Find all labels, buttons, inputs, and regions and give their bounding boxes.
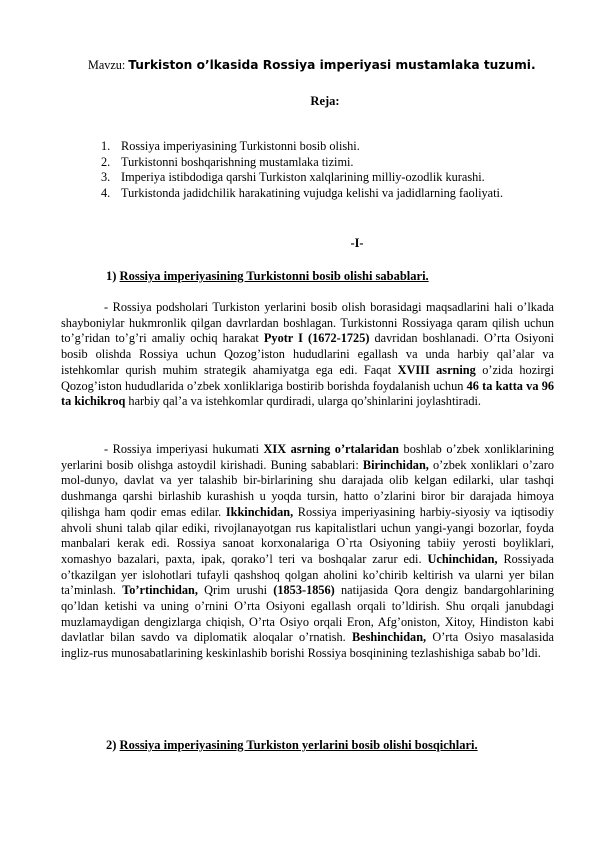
p2-text-6: Qrim urushi [197,583,274,598]
p2-text-2: boshlab o’zbek xonliklarining yerlarini bosib olishga astoydil kirishadi. Buning sabablari: [61,442,555,472]
heading-1-text: Rossiya imperiyasining Turkistonni bosib olishi sabablari. [119,269,429,283]
plan-item-text: Turkistonni boshqarishning mustamlaka tizimi. [121,154,354,169]
plan-item-number: 3. [101,170,111,184]
plan-item [101,139,553,155]
topic-title: Turkiston o’lkasida Rossiya imperiyasi mustamlaka tuzumi. [128,58,536,72]
p2-text-1: - Rossiya imperiyasi hukumati [104,442,264,456]
plan-item-number: 1. [101,139,111,153]
p1-text-4: harbiy qal’a va istehkomlar qurdiradi, ularga qo’shinlarini joylashtiradi. [125,394,481,409]
p2-bold-6: (1853-1856) [273,583,335,598]
heading-1-number: 1) [106,269,117,283]
p2-bold-1: XIX asrning o’rtalaridan [263,442,400,456]
plan-item [101,186,553,202]
p2-text-5: Rossiyada o’tkazilgan yer islohotlari tufayli qashshoq qolgan aholini ko’chirib keltirish va ularni yer bilan ta’minlash. [61,551,554,598]
p2-text-7: natijasida Qora dengiz bandargohlarining qo’ldan ketishi va uning o’rnini O’rta Osiyoni egallash orqali to’ldirish. Shu orqali janubdagi muzlamaydigan dengizlarga chiqish, O’rta Osiyo orqali Eron, Afg’oniston, Xitoy, Hindiston kabi davlatlar bilan savdo va diplomatik aloqalar o’rnatish. [61,583,555,645]
paragraph-1 [61,300,554,410]
section-heading-1 [106,269,429,284]
p1-text-2: davridan boshlanadi. O’rta Osiyoni bosib olishda Rossiya uchun Qozog’iston hududlarini egallash va unda harbiy qal’alar va istehkomlar qurish muhim strategik ahamiyatga ega edi. Faqat [61,331,554,377]
plan-item [101,170,553,186]
p1-bold-2: XVIII asrning [397,362,476,377]
paragraph-2 [61,442,554,662]
topic-label: Mavzu: [88,58,126,72]
heading-2-number: 2) [106,738,117,752]
p1-text-1: - Rossiya podsholari Turkiston yerlarini bosib olish borasidagi maqsadlarini hali o’lkada shayboniylar hukmronlik qilgan davrlardan boshlagan. Turkistonni Rossiyaga qaram qilish uchun to’g’ridan to’g’ri amaliy ochiq harakat [61,300,554,346]
plan-item-text: Imperiya istibdodiga qarshi Turkiston xalqlarining milliy-ozodlik kurashi. [121,170,485,184]
plan-item-text: Rossiya imperiyasining Turkistonni bosib olishi. [121,139,360,153]
p2-bold-2: Birinchidan, [362,457,429,472]
topic-line [88,58,568,73]
p2-text-4: Rossiya imperiyasining harbiy-siyosiy va iqtisodiy ahvoli shuni talab qilar ediki, rivojlanayotgan rus kapitalistlari uchun yangi-yangi bozorlar, foyda manbalari kerak edi. Rossiya sanoat korxonalariga O`rta Osiyoning tabiiy yerosti boyliklari, xomashyo bazalari, paxta, ipak, qorako’l teri va boshqalar zarur edi. [61,504,554,566]
plan-list [101,139,553,201]
plan-heading: Reja: [310,94,340,108]
plan-item-number: 4. [101,185,111,200]
p1-bold-1: Pyotr I (1672-1725) [263,331,370,346]
plan-item-number: 2. [101,154,111,169]
p1-bold-3: 46 ta katta va 96 ta kichikroq [61,378,554,409]
p2-bold-7: Beshinchidan, [351,630,427,645]
p2-text-3: o’zbek xonliklari o’zaro mol-dunyo, davlat va yer talashib bir-birlarining shu darajada olib kelgan edilarki, ular tashqi dushmanga qarshi birlashib kurashish u yoqda tursin, hatto o’zlarini biror bir darajada himoya qilishga ham qodir emas edilar. [61,457,554,519]
p2-bold-5: To’rtinchidan, [122,583,198,598]
p2-bold-3: Ikkinchidan, [225,504,294,519]
heading-2-text: Rossiya imperiyasining Turkiston yerlarini bosib olishi bosqichlari. [119,738,478,752]
section-heading-2 [106,738,478,753]
section-marker: -I- [350,236,364,250]
plan-item-text: Turkistonda jadidchilik harakatining vujudga kelishi va jadidlarning faoliyati. [121,185,504,200]
plan-item [101,155,553,171]
p2-bold-4: Uchinchidan, [427,551,498,566]
p1-text-3: o’zida hozirgi Qozog’iston hududlarida o’zbek xonliklariga bostirib borishda foydalanish uchun [61,362,554,393]
p2-text-8: O’rta Osiyo masalasida ingliz-rus munosabatlarining keskinlashib borishi Rossiya bosqinining tezlashishiga sabab bo’ldi. [61,630,554,661]
